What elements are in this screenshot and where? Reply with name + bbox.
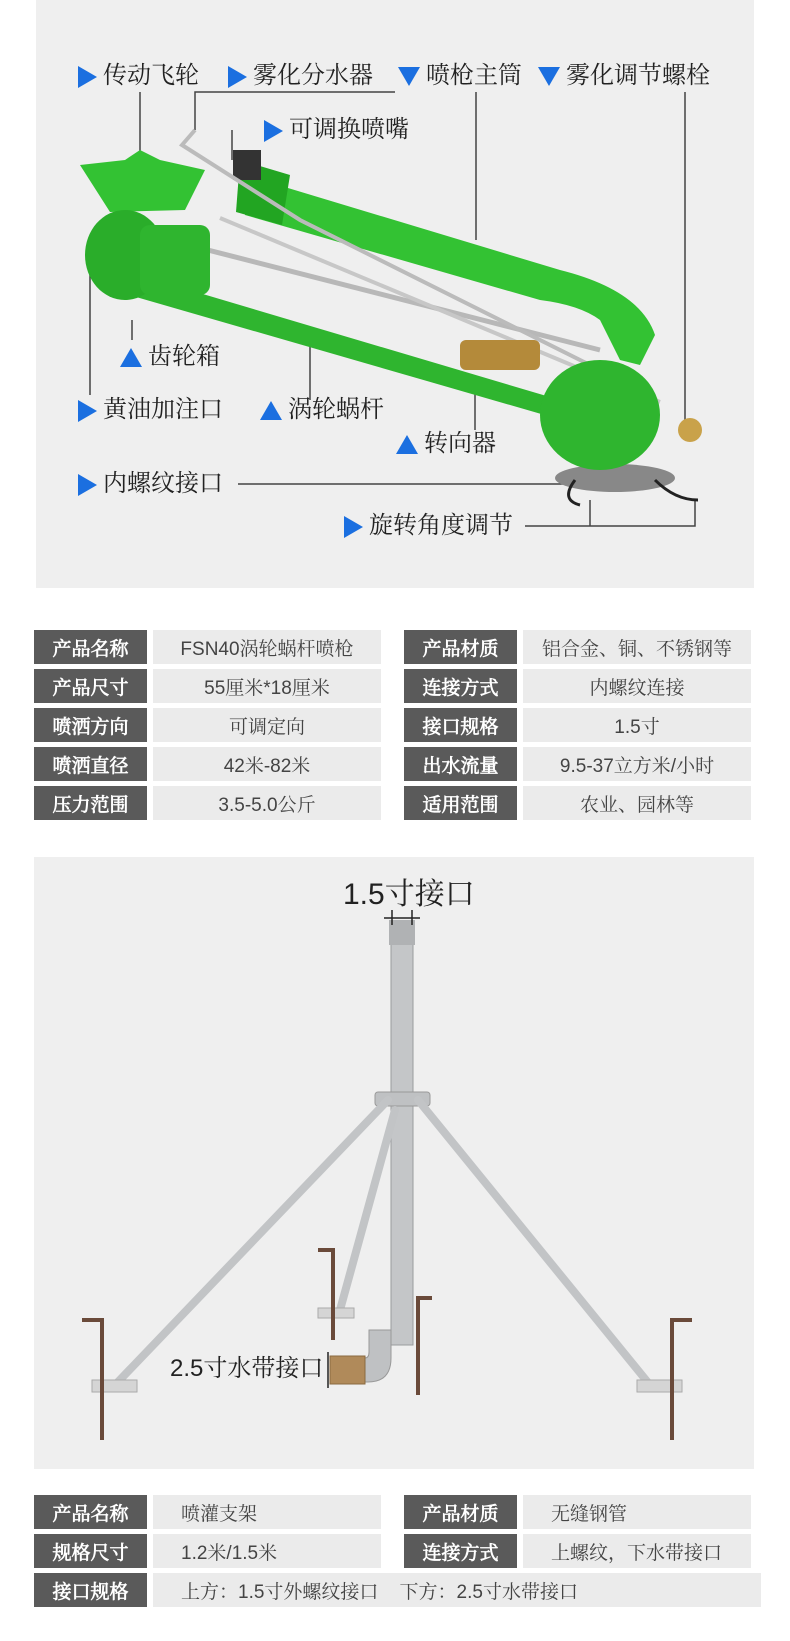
label-worm: 涡轮蜗杆: [260, 396, 384, 424]
label-atomize-bolt: 雾化调节螺栓: [538, 62, 710, 90]
table-row: 规格尺寸 1.2米/1.5米: [34, 1534, 381, 1568]
table-row: 适用范围 农业、园林等: [404, 786, 751, 820]
label-reverser: 转向器: [396, 430, 496, 458]
table-row: 出水流量 9.5-37立方米/小时: [404, 747, 751, 781]
table-row: 产品材质 铝合金、铜、不锈钢等: [404, 630, 751, 664]
table-row: 连接方式 内螺纹连接: [404, 669, 751, 703]
label-gearbox: 齿轮箱: [120, 343, 220, 371]
label-top-port: 1.5寸接口: [343, 878, 475, 911]
table-row: 压力范围 3.5-5.0公斤: [34, 786, 381, 820]
table-row: 喷洒方向 可调定向: [34, 708, 381, 742]
label-grease: 黄油加注口: [78, 396, 223, 424]
table-row: 接口规格 上方：1.5寸外螺纹接口 下方：2.5寸水带接口: [34, 1573, 761, 1607]
label-atomizer: 雾化分水器: [228, 62, 373, 90]
table-row: 产品名称 喷灌支架: [34, 1495, 381, 1529]
table-row: 喷洒直径 42米-82米: [34, 747, 381, 781]
stand-spec-table-left: [34, 1490, 381, 1573]
label-inner-thread: 内螺纹接口: [78, 470, 223, 498]
label-flywheel: 传动飞轮: [78, 62, 199, 90]
label-nozzle: 可调换喷嘴: [264, 116, 409, 144]
table-row: 产品材质 无缝钢管: [404, 1495, 751, 1529]
label-angle-adjust: 旋转角度调节: [344, 512, 513, 540]
table-row: 产品尺寸 55厘米*18厘米: [34, 669, 381, 703]
table-row: 产品名称 FSN40涡轮蜗杆喷枪: [34, 630, 381, 664]
table-row: 连接方式 上螺纹，下水带接口: [404, 1534, 751, 1568]
label-hose-port: 2.5寸水带接口: [170, 1355, 324, 1382]
stand-spec-table-right: [404, 1490, 751, 1573]
label-main-barrel: 喷枪主筒: [398, 62, 522, 90]
table-row: 接口规格 1.5寸: [404, 708, 751, 742]
stand-spec-table-port: [34, 1568, 761, 1612]
